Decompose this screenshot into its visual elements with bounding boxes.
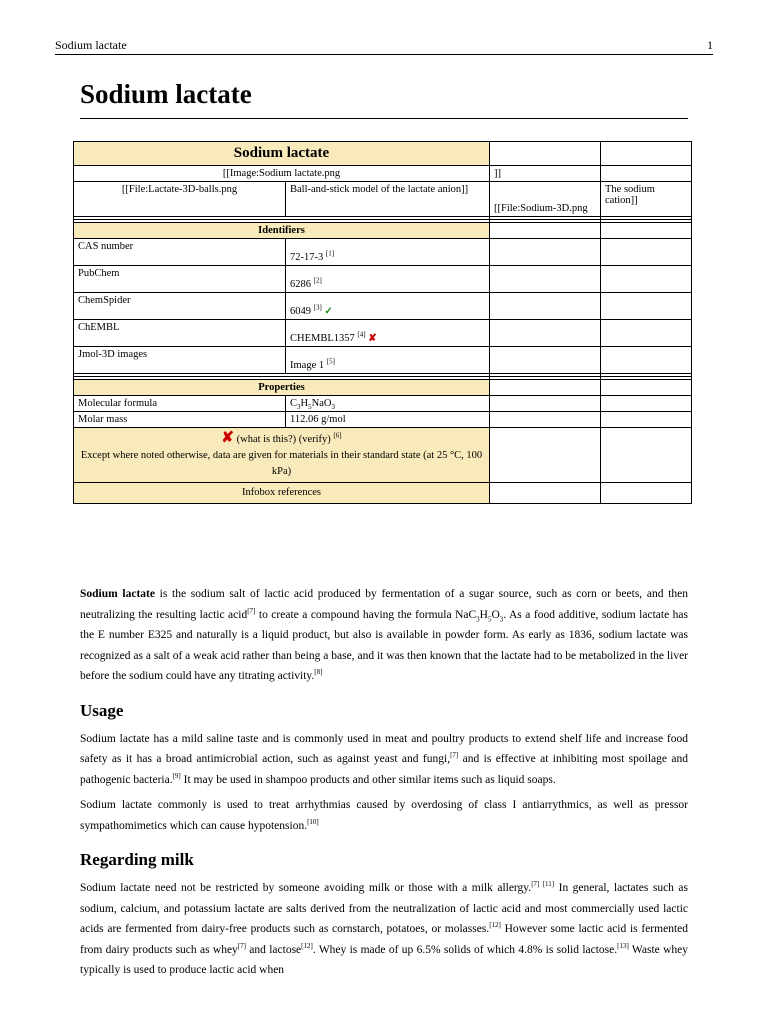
molar-mass-value: 112.06 g/mol [286,412,490,428]
reference[interactable]: [5] [326,357,335,366]
infobox-image-cation: [[File:Sodium-3D.png [490,182,601,217]
reference[interactable]: [10] [307,817,319,826]
reference[interactable]: [3] [313,303,322,312]
verify-links[interactable]: (what is this?) (verify) [236,434,331,445]
verified-check-icon[interactable]: ✓ [324,306,333,317]
infobox-title: Sodium lactate [74,142,490,166]
reference[interactable]: [6] [333,431,342,440]
infobox-anion-caption: Ball-and-stick model of the lactate anion]] [286,182,490,217]
section-heading-regarding-milk: Regarding milk [80,850,194,869]
property-label: Molecular formula [74,396,286,412]
infobox-image-anion: [[File:Lactate-3D-balls.png [74,182,286,217]
infobox-image-main-close: ]] [490,166,601,182]
reference[interactable]: [2] [313,276,322,285]
running-header [55,36,713,55]
reference[interactable]: [8] [314,668,323,677]
identifier-value[interactable]: 6049 [290,306,311,317]
reference[interactable]: [7] [247,606,256,615]
section-heading-usage: Usage [80,700,124,720]
identifier-label: PubChem [74,266,286,293]
reference[interactable]: [7] [11] [531,880,555,889]
identifier-label: Jmol-3D images [74,347,286,374]
reference[interactable]: [1] [325,249,335,258]
usage-paragraph: Sodium lactate commonly is used to treat arrhythmias caused by overdosing of class I antiarrythmics, as well as pressor sympathomimetics which can cause hypotension.[10] [80,799,688,832]
page-title: Sodium lactate [80,79,252,109]
identifier-value[interactable]: 72-17-3 [290,252,324,263]
usage-paragraph: Sodium lactate has a mild saline taste and is commonly used in meat and poultry products to extend shelf life and increase food safety as it has a broad antimicrobial action, such as against yeast and fungi,[7] and is effective at inhibiting most spoilage and pathogenic bacteria.[9] It may be used in shampoo products and other similar items such as liquid soaps. [80,732,689,786]
infobox [73,141,692,504]
property-label: Molar mass [74,412,286,428]
reference[interactable]: [4] [357,330,366,339]
infobox-cation-caption: The sodium cation]] [601,182,692,217]
molecular-formula: $C_3H_5NaO_3$ [286,396,490,412]
standard-state-note: Except where noted otherwise, data are given for materials in their standard state (at 25 °C, 100 kPa) [80,450,483,477]
running-header-title: Sodium lactate [55,38,127,52]
identifiers-header: Identifiers [74,223,490,239]
reference[interactable]: [13] [617,941,629,950]
milk-paragraph: Sodium lactate need not be restricted by someone avoiding milk or those with a milk allergy.[7] [11] In general, lactates such as sodium, calcium, and potassium lactate are salts derived from the neutralization of lactic acid and most commercially used lactic acids are fermented from dairy-free products such as cornstarch, potatoes, or molasses.[12] However some lactic acid is fermented from dairy products such as whey[7] and lactose[12]. Whey is made of up 6.5% solids of which 4.8% is solid lactose.[13] Waste whey typically is used to produce lactic acid when [80,880,688,976]
identifier-value[interactable]: Image 1 [290,360,325,371]
intro-paragraph: Sodium lactate is the sodium salt of lactic acid produced by fermentation of a sugar source, such as corn or beets, and then neutralizing the resulting lactic acid[7] to create a compound having the formula $NaC_3H_5O_3$. As a food additive, sodium lactate has the E number E325 and naturally is a liquid product, but also is available in powder form. As early as 1836, sodium lactate was recognized as a salt of a weak acid rather than being a base, and it was then known that the lactate had to be metabolized in the liver before the sodium could have any titrating activity.[8] [80,588,688,682]
unverified-x-icon[interactable]: ✘ [368,333,377,344]
identifier-label: CAS number [74,239,286,266]
identifier-value[interactable]: CHEMBL1357 [290,333,355,344]
infobox-image-main: [[Image:Sodium lactate.png [74,166,490,182]
title-rule [80,118,688,119]
reference[interactable]: [7] [450,751,459,760]
article-body [80,584,688,986]
reference[interactable]: [12] [489,921,501,930]
properties-header: Properties [74,380,490,396]
reference[interactable]: [9] [172,771,181,780]
unverified-x-icon: ✘ [221,430,234,446]
infobox-footer [74,428,490,483]
identifier-value[interactable]: 6286 [290,279,311,290]
reference[interactable]: [7] [237,941,246,950]
identifier-label: ChemSpider [74,293,286,320]
reference[interactable]: [12] [301,941,313,950]
infobox-references-link[interactable]: Infobox references [74,483,490,504]
page-number: 1 [707,38,713,52]
identifier-label: ChEMBL [74,320,286,347]
